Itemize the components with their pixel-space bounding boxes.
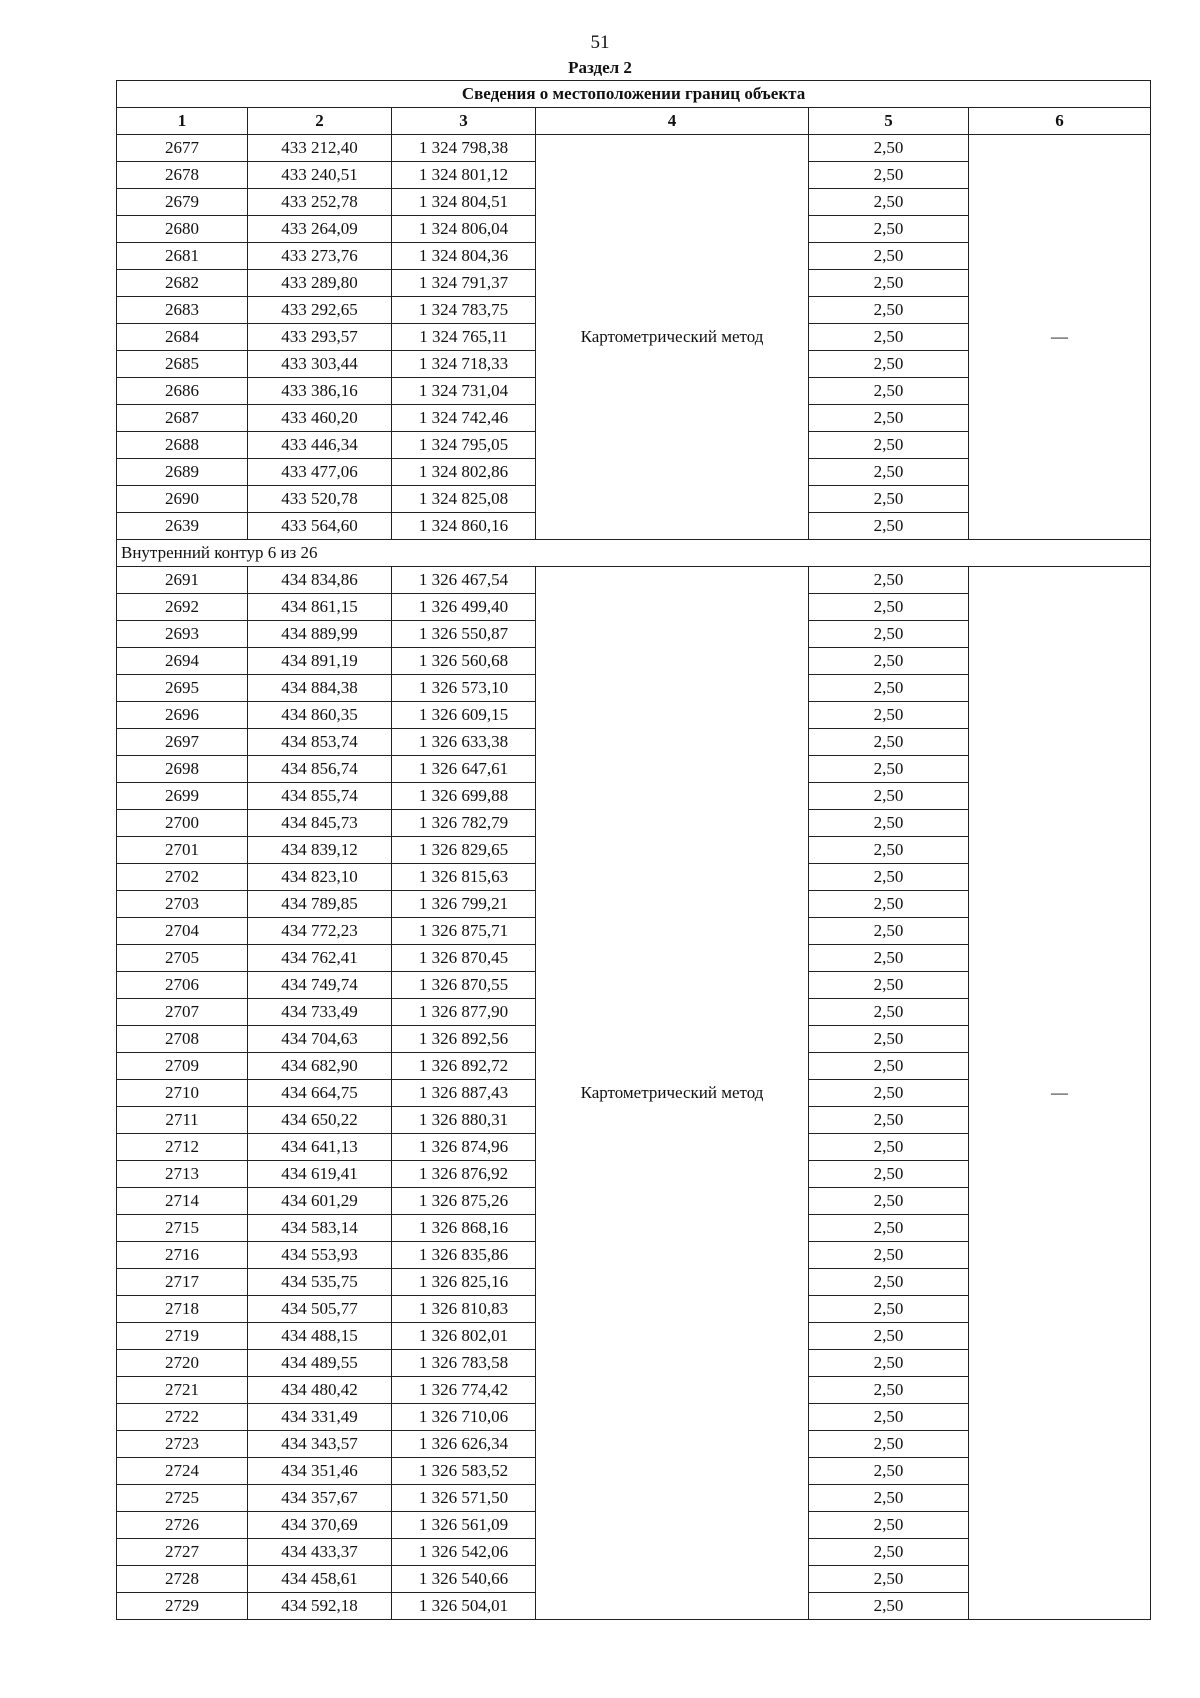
x-coordinate: 434 889,99 <box>248 621 392 648</box>
y-coordinate: 1 326 876,92 <box>392 1161 536 1188</box>
accuracy-value: 2,50 <box>809 243 969 270</box>
accuracy-value: 2,50 <box>809 675 969 702</box>
y-coordinate: 1 326 560,68 <box>392 648 536 675</box>
accuracy-value: 2,50 <box>809 351 969 378</box>
x-coordinate: 434 489,55 <box>248 1350 392 1377</box>
col6-cell: — <box>969 135 1151 540</box>
accuracy-value: 2,50 <box>809 756 969 783</box>
y-coordinate: 1 324 783,75 <box>392 297 536 324</box>
x-coordinate: 434 370,69 <box>248 1512 392 1539</box>
accuracy-value: 2,50 <box>809 1485 969 1512</box>
x-coordinate: 433 264,09 <box>248 216 392 243</box>
accuracy-value: 2,50 <box>809 189 969 216</box>
point-number: 2724 <box>117 1458 248 1485</box>
x-coordinate: 433 460,20 <box>248 405 392 432</box>
y-coordinate: 1 326 550,87 <box>392 621 536 648</box>
accuracy-value: 2,50 <box>809 1431 969 1458</box>
y-coordinate: 1 326 542,06 <box>392 1539 536 1566</box>
accuracy-value: 2,50 <box>809 810 969 837</box>
accuracy-value: 2,50 <box>809 513 969 540</box>
y-coordinate: 1 326 573,10 <box>392 675 536 702</box>
accuracy-value: 2,50 <box>809 1323 969 1350</box>
point-number: 2725 <box>117 1485 248 1512</box>
contour-label: Внутренний контур 6 из 26 <box>117 540 1151 567</box>
accuracy-value: 2,50 <box>809 945 969 972</box>
y-coordinate: 1 326 571,50 <box>392 1485 536 1512</box>
y-coordinate: 1 326 892,56 <box>392 1026 536 1053</box>
point-number: 2690 <box>117 486 248 513</box>
accuracy-value: 2,50 <box>809 378 969 405</box>
y-coordinate: 1 324 801,12 <box>392 162 536 189</box>
point-number: 2712 <box>117 1134 248 1161</box>
x-coordinate: 434 480,42 <box>248 1377 392 1404</box>
point-number: 2718 <box>117 1296 248 1323</box>
y-coordinate: 1 326 874,96 <box>392 1134 536 1161</box>
column-header: 5 <box>809 108 969 135</box>
point-number: 2695 <box>117 675 248 702</box>
accuracy-value: 2,50 <box>809 891 969 918</box>
y-coordinate: 1 324 806,04 <box>392 216 536 243</box>
point-number: 2713 <box>117 1161 248 1188</box>
x-coordinate: 434 772,23 <box>248 918 392 945</box>
y-coordinate: 1 326 499,40 <box>392 594 536 621</box>
y-coordinate: 1 326 875,26 <box>392 1188 536 1215</box>
accuracy-value: 2,50 <box>809 783 969 810</box>
accuracy-value: 2,50 <box>809 459 969 486</box>
column-header: 1 <box>117 108 248 135</box>
y-coordinate: 1 326 835,86 <box>392 1242 536 1269</box>
point-number: 2715 <box>117 1215 248 1242</box>
x-coordinate: 433 386,16 <box>248 378 392 405</box>
table-caption-row <box>117 81 1151 108</box>
x-coordinate: 434 861,15 <box>248 594 392 621</box>
page-number: 51 <box>590 32 610 53</box>
x-coordinate: 434 641,13 <box>248 1134 392 1161</box>
accuracy-value: 2,50 <box>809 1053 969 1080</box>
accuracy-value: 2,50 <box>809 999 969 1026</box>
accuracy-value: 2,50 <box>809 270 969 297</box>
y-coordinate: 1 326 647,61 <box>392 756 536 783</box>
accuracy-value: 2,50 <box>809 648 969 675</box>
accuracy-value: 2,50 <box>809 297 969 324</box>
point-number: 2678 <box>117 162 248 189</box>
method-cell: Картометрический метод <box>536 567 809 1620</box>
y-coordinate: 1 326 583,52 <box>392 1458 536 1485</box>
point-number: 2719 <box>117 1323 248 1350</box>
y-coordinate: 1 326 870,45 <box>392 945 536 972</box>
column-header: 2 <box>248 108 392 135</box>
y-coordinate: 1 326 802,01 <box>392 1323 536 1350</box>
y-coordinate: 1 324 804,36 <box>392 243 536 270</box>
x-coordinate: 434 704,63 <box>248 1026 392 1053</box>
y-coordinate: 1 326 609,15 <box>392 702 536 729</box>
x-coordinate: 433 252,78 <box>248 189 392 216</box>
y-coordinate: 1 326 892,72 <box>392 1053 536 1080</box>
y-coordinate: 1 326 799,21 <box>392 891 536 918</box>
y-coordinate: 1 326 626,34 <box>392 1431 536 1458</box>
point-number: 2711 <box>117 1107 248 1134</box>
column-header: 4 <box>536 108 809 135</box>
y-coordinate: 1 324 742,46 <box>392 405 536 432</box>
accuracy-value: 2,50 <box>809 486 969 513</box>
point-number: 2710 <box>117 1080 248 1107</box>
x-coordinate: 434 682,90 <box>248 1053 392 1080</box>
x-coordinate: 433 520,78 <box>248 486 392 513</box>
accuracy-value: 2,50 <box>809 1161 969 1188</box>
accuracy-value: 2,50 <box>809 1080 969 1107</box>
accuracy-value: 2,50 <box>809 621 969 648</box>
accuracy-value: 2,50 <box>809 1134 969 1161</box>
accuracy-value: 2,50 <box>809 1026 969 1053</box>
point-number: 2691 <box>117 567 248 594</box>
point-number: 2681 <box>117 243 248 270</box>
column-header: 6 <box>969 108 1151 135</box>
point-number: 2709 <box>117 1053 248 1080</box>
x-coordinate: 434 891,19 <box>248 648 392 675</box>
col6-cell: — <box>969 567 1151 1620</box>
x-coordinate: 434 860,35 <box>248 702 392 729</box>
accuracy-value: 2,50 <box>809 1107 969 1134</box>
point-number: 2728 <box>117 1566 248 1593</box>
y-coordinate: 1 326 561,09 <box>392 1512 536 1539</box>
y-coordinate: 1 326 877,90 <box>392 999 536 1026</box>
y-coordinate: 1 326 710,06 <box>392 1404 536 1431</box>
x-coordinate: 433 292,65 <box>248 297 392 324</box>
x-coordinate: 433 477,06 <box>248 459 392 486</box>
accuracy-value: 2,50 <box>809 432 969 459</box>
y-coordinate: 1 326 774,42 <box>392 1377 536 1404</box>
x-coordinate: 434 553,93 <box>248 1242 392 1269</box>
point-number: 2706 <box>117 972 248 999</box>
y-coordinate: 1 324 765,11 <box>392 324 536 351</box>
accuracy-value: 2,50 <box>809 1593 969 1620</box>
point-number: 2680 <box>117 216 248 243</box>
x-coordinate: 434 601,29 <box>248 1188 392 1215</box>
accuracy-value: 2,50 <box>809 1377 969 1404</box>
accuracy-value: 2,50 <box>809 594 969 621</box>
accuracy-value: 2,50 <box>809 837 969 864</box>
x-coordinate: 434 505,77 <box>248 1296 392 1323</box>
x-coordinate: 434 884,38 <box>248 675 392 702</box>
y-coordinate: 1 326 868,16 <box>392 1215 536 1242</box>
x-coordinate: 434 357,67 <box>248 1485 392 1512</box>
y-coordinate: 1 324 802,86 <box>392 459 536 486</box>
column-header: 3 <box>392 108 536 135</box>
x-coordinate: 433 273,76 <box>248 243 392 270</box>
boundary-table <box>116 80 1151 1620</box>
y-coordinate: 1 326 829,65 <box>392 837 536 864</box>
accuracy-value: 2,50 <box>809 567 969 594</box>
x-coordinate: 434 535,75 <box>248 1269 392 1296</box>
x-coordinate: 434 823,10 <box>248 864 392 891</box>
y-coordinate: 1 324 798,38 <box>392 135 536 162</box>
accuracy-value: 2,50 <box>809 1539 969 1566</box>
point-number: 2679 <box>117 189 248 216</box>
y-coordinate: 1 326 875,71 <box>392 918 536 945</box>
point-number: 2684 <box>117 324 248 351</box>
point-number: 2708 <box>117 1026 248 1053</box>
x-coordinate: 433 446,34 <box>248 432 392 459</box>
section-title: Раздел 2 <box>568 58 632 77</box>
table-row <box>117 567 1151 594</box>
accuracy-value: 2,50 <box>809 972 969 999</box>
table-row <box>117 135 1151 162</box>
point-number: 2716 <box>117 1242 248 1269</box>
table-body <box>117 135 1151 1620</box>
y-coordinate: 1 324 825,08 <box>392 486 536 513</box>
x-coordinate: 434 762,41 <box>248 945 392 972</box>
y-coordinate: 1 324 795,05 <box>392 432 536 459</box>
table-caption: Сведения о местоположении границ объекта <box>117 81 1151 108</box>
point-number: 2707 <box>117 999 248 1026</box>
point-number: 2683 <box>117 297 248 324</box>
accuracy-value: 2,50 <box>809 162 969 189</box>
point-number: 2686 <box>117 378 248 405</box>
y-coordinate: 1 326 783,58 <box>392 1350 536 1377</box>
x-coordinate: 434 733,49 <box>248 999 392 1026</box>
accuracy-value: 2,50 <box>809 729 969 756</box>
point-number: 2696 <box>117 702 248 729</box>
y-coordinate: 1 326 870,55 <box>392 972 536 999</box>
y-coordinate: 1 326 887,43 <box>392 1080 536 1107</box>
point-number: 2687 <box>117 405 248 432</box>
accuracy-value: 2,50 <box>809 1566 969 1593</box>
y-coordinate: 1 326 540,66 <box>392 1566 536 1593</box>
y-coordinate: 1 324 860,16 <box>392 513 536 540</box>
accuracy-value: 2,50 <box>809 1512 969 1539</box>
point-number: 2639 <box>117 513 248 540</box>
x-coordinate: 434 458,61 <box>248 1566 392 1593</box>
x-coordinate: 434 351,46 <box>248 1458 392 1485</box>
point-number: 2726 <box>117 1512 248 1539</box>
y-coordinate: 1 326 825,16 <box>392 1269 536 1296</box>
point-number: 2688 <box>117 432 248 459</box>
accuracy-value: 2,50 <box>809 1350 969 1377</box>
point-number: 2692 <box>117 594 248 621</box>
point-number: 2720 <box>117 1350 248 1377</box>
accuracy-value: 2,50 <box>809 864 969 891</box>
point-number: 2699 <box>117 783 248 810</box>
x-coordinate: 434 855,74 <box>248 783 392 810</box>
y-coordinate: 1 324 731,04 <box>392 378 536 405</box>
accuracy-value: 2,50 <box>809 1404 969 1431</box>
accuracy-value: 2,50 <box>809 1269 969 1296</box>
x-coordinate: 434 853,74 <box>248 729 392 756</box>
y-coordinate: 1 324 791,37 <box>392 270 536 297</box>
point-number: 2723 <box>117 1431 248 1458</box>
x-coordinate: 434 856,74 <box>248 756 392 783</box>
x-coordinate: 434 331,49 <box>248 1404 392 1431</box>
point-number: 2729 <box>117 1593 248 1620</box>
x-coordinate: 434 834,86 <box>248 567 392 594</box>
y-coordinate: 1 326 633,38 <box>392 729 536 756</box>
x-coordinate: 434 839,12 <box>248 837 392 864</box>
x-coordinate: 434 789,85 <box>248 891 392 918</box>
x-coordinate: 434 845,73 <box>248 810 392 837</box>
point-number: 2693 <box>117 621 248 648</box>
x-coordinate: 434 343,57 <box>248 1431 392 1458</box>
point-number: 2701 <box>117 837 248 864</box>
y-coordinate: 1 326 467,54 <box>392 567 536 594</box>
point-number: 2714 <box>117 1188 248 1215</box>
x-coordinate: 434 592,18 <box>248 1593 392 1620</box>
y-coordinate: 1 326 815,63 <box>392 864 536 891</box>
x-coordinate: 433 289,80 <box>248 270 392 297</box>
y-coordinate: 1 324 718,33 <box>392 351 536 378</box>
x-coordinate: 433 212,40 <box>248 135 392 162</box>
y-coordinate: 1 326 810,83 <box>392 1296 536 1323</box>
point-number: 2697 <box>117 729 248 756</box>
y-coordinate: 1 326 504,01 <box>392 1593 536 1620</box>
x-coordinate: 434 583,14 <box>248 1215 392 1242</box>
method-cell: Картометрический метод <box>536 135 809 540</box>
column-header-row <box>117 108 1151 135</box>
point-number: 2702 <box>117 864 248 891</box>
x-coordinate: 433 240,51 <box>248 162 392 189</box>
x-coordinate: 434 749,74 <box>248 972 392 999</box>
accuracy-value: 2,50 <box>809 1242 969 1269</box>
point-number: 2682 <box>117 270 248 297</box>
y-coordinate: 1 326 782,79 <box>392 810 536 837</box>
accuracy-value: 2,50 <box>809 1215 969 1242</box>
point-number: 2677 <box>117 135 248 162</box>
point-number: 2705 <box>117 945 248 972</box>
accuracy-value: 2,50 <box>809 1296 969 1323</box>
point-number: 2721 <box>117 1377 248 1404</box>
point-number: 2717 <box>117 1269 248 1296</box>
accuracy-value: 2,50 <box>809 702 969 729</box>
point-number: 2703 <box>117 891 248 918</box>
point-number: 2698 <box>117 756 248 783</box>
x-coordinate: 434 433,37 <box>248 1539 392 1566</box>
accuracy-value: 2,50 <box>809 918 969 945</box>
accuracy-value: 2,50 <box>809 135 969 162</box>
point-number: 2694 <box>117 648 248 675</box>
y-coordinate: 1 326 699,88 <box>392 783 536 810</box>
accuracy-value: 2,50 <box>809 1458 969 1485</box>
y-coordinate: 1 326 880,31 <box>392 1107 536 1134</box>
x-coordinate: 434 619,41 <box>248 1161 392 1188</box>
point-number: 2722 <box>117 1404 248 1431</box>
point-number: 2700 <box>117 810 248 837</box>
point-number: 2689 <box>117 459 248 486</box>
point-number: 2704 <box>117 918 248 945</box>
accuracy-value: 2,50 <box>809 324 969 351</box>
point-number: 2727 <box>117 1539 248 1566</box>
accuracy-value: 2,50 <box>809 216 969 243</box>
x-coordinate: 433 303,44 <box>248 351 392 378</box>
x-coordinate: 434 488,15 <box>248 1323 392 1350</box>
x-coordinate: 434 664,75 <box>248 1080 392 1107</box>
accuracy-value: 2,50 <box>809 405 969 432</box>
x-coordinate: 433 564,60 <box>248 513 392 540</box>
accuracy-value: 2,50 <box>809 1188 969 1215</box>
y-coordinate: 1 324 804,51 <box>392 189 536 216</box>
point-number: 2685 <box>117 351 248 378</box>
x-coordinate: 433 293,57 <box>248 324 392 351</box>
x-coordinate: 434 650,22 <box>248 1107 392 1134</box>
contour-label-row <box>117 540 1151 567</box>
